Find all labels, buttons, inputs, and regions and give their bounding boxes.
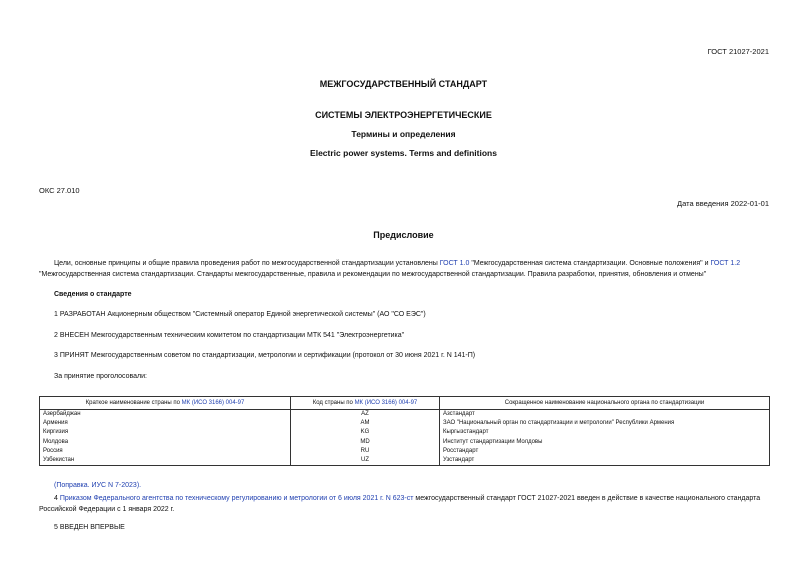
- country-cell: Армения: [40, 419, 291, 428]
- item-1-developed: 1 РАЗРАБОТАН Акционерным обществом "Системный оператор Единой энергетической системы" (АО "СО ЕЭС"): [54, 311, 426, 318]
- standard-type-heading: МЕЖГОСУДАРСТВЕННЫЙ СТАНДАРТ: [319, 79, 488, 89]
- country-cell: Азербайджан: [40, 410, 291, 420]
- country-cell: Россия: [40, 447, 291, 456]
- oks-code: ОКС 27.010: [39, 186, 80, 195]
- standard-name-heading: СИСТЕМЫ ЭЛЕКТРОЭНЕРГЕТИЧЕСКИЕ: [315, 110, 492, 120]
- document-id: ГОСТ 21027-2021: [707, 47, 769, 56]
- code-cell: UZ: [291, 456, 440, 466]
- preface-text-b: "Межгосударственная система стандартизации. Основные положения" и: [469, 260, 711, 267]
- item-2-submitted: 2 ВНЕСЕН Межгосударственным техническим комитетом по стандартизации МТК 541 "Электроэнергетика": [54, 332, 405, 339]
- header-body: Сокращенное наименование национального органа по стандартизации: [440, 397, 770, 410]
- introduction-date: Дата введения 2022-01-01: [677, 199, 769, 208]
- table-header-row: [40, 397, 770, 410]
- code-cell: KG: [291, 428, 440, 437]
- item-3-adopted: 3 ПРИНЯТ Межгосударственным советом по стандартизации, метрологии и сертификации (протокол от 30 июня 2021 г. N 141-П): [54, 352, 476, 359]
- preface-text-c: "Межгосударственная система стандартизации. Стандарты межгосударственные, правила и рекомендации по межгосударственной стандартизации. Правила разработки, принятия, обновления и отмены": [39, 271, 707, 278]
- info-heading: Сведения о стандарте: [54, 291, 132, 298]
- table-row: [40, 438, 770, 447]
- subtitle-english: Electric power systems. Terms and definitions: [310, 148, 497, 158]
- voting-states-table: [39, 396, 770, 466]
- amendment-link[interactable]: (Поправка. ИУС N 7-2023).: [54, 482, 142, 489]
- gost-1-0-link[interactable]: ГОСТ 1.0: [439, 260, 470, 267]
- code-cell: MD: [291, 438, 440, 447]
- preface-paragraph: [39, 258, 769, 280]
- table-row: [40, 447, 770, 456]
- mk-iso-link[interactable]: МК (ИСО 3166) 004-97: [181, 400, 245, 406]
- body-cell: Росстандарт: [440, 447, 770, 456]
- body-cell: Узстандарт: [440, 456, 770, 466]
- item-4-order: 4 Приказом Федерального агентства по техническому регулированию и метрологии от 6 июля 2021 г. N 623-ст межгосударственный стандарт ГОСТ 21027-2021 введен в действие в качестве национального стандарта Российской Федерации с 1 января 2022 г.: [39, 495, 761, 513]
- body-cell: Институт стандартизации Молдовы: [440, 438, 770, 447]
- code-cell: AM: [291, 419, 440, 428]
- table-row: [40, 419, 770, 428]
- table-row: [40, 428, 770, 437]
- subtitle-russian: Термины и определения: [351, 129, 456, 139]
- gost-1-2-link[interactable]: ГОСТ 1.2: [710, 260, 741, 267]
- table-row: [40, 410, 770, 420]
- header-code: Код страны по МК (ИСО 3166) 004-97: [291, 397, 440, 410]
- voted-label: За принятие проголосовали:: [54, 373, 147, 380]
- header-country: Краткое наименование страны по МК (ИСО 3166) 004-97: [40, 397, 291, 410]
- item-5-first-time: 5 ВВЕДЕН ВПЕРВЫЕ: [54, 524, 125, 531]
- code-cell: RU: [291, 447, 440, 456]
- code-cell: AZ: [291, 410, 440, 420]
- preface-heading: Предисловие: [373, 230, 434, 240]
- country-cell: Киргизия: [40, 428, 291, 437]
- country-cell: Молдова: [40, 438, 291, 447]
- body-cell: Азстандарт: [440, 410, 770, 420]
- table-row: [40, 456, 770, 466]
- country-cell: Узбекистан: [40, 456, 291, 466]
- preface-text-a: Цели, основные принципы и общие правила проведения работ по межгосударственной стандартизации установлены: [54, 260, 440, 267]
- mk-iso-link[interactable]: МК (ИСО 3166) 004-97: [354, 400, 418, 406]
- order-link[interactable]: Приказом Федерального агентства по техническому регулированию и метрологии от 6 июля 2021 г. N 623-ст: [59, 495, 414, 502]
- body-cell: Кыргызстандарт: [440, 428, 770, 437]
- body-cell: ЗАО "Национальный орган по стандартизации и метрологии" Республики Армения: [440, 419, 770, 428]
